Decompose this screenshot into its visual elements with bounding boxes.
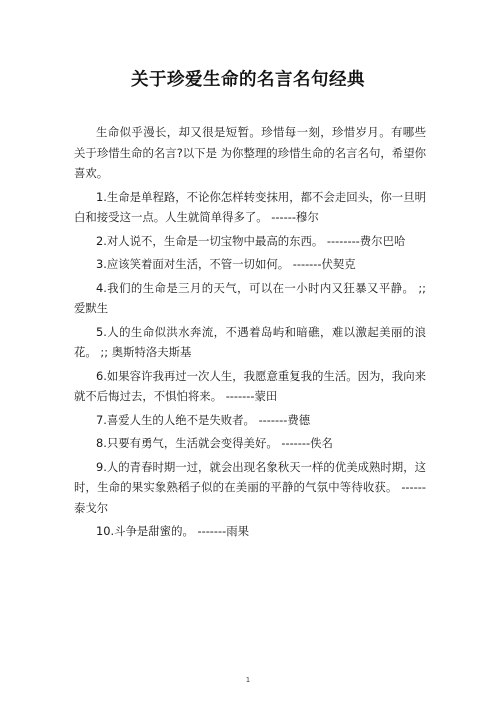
- quote-6: 6.如果容许我再过一次人生，我愿意重复我的生活。因为，我向来就不后悔过去，不惧怕将来。 -------蒙田: [74, 368, 426, 403]
- quote-1: 1.生命是单程路，不论你怎样转变抹用，都不会走回头，你一旦明白和接受这一点。人生就简单得多了。 ------穆尔: [74, 189, 426, 224]
- quote-9: 9.人的青春时期一过，就会出现名象秋天一样的优美成熟时期，这时，生命的果实象熟稻子似的在美丽的平静的气氛中等待收获。 ------泰戈尔: [74, 459, 426, 515]
- quote-10: 10.斗争是甜蜜的。 -------雨果: [96, 524, 250, 538]
- quote-4: 4.我们的生命是三月的天气，可以在一小时内又狂暴又平静。 ;; 爱默生: [74, 280, 426, 315]
- quote-7: 7.喜爱人生的人绝不是失败者。 -------费德: [96, 412, 311, 427]
- document-body: [74, 122, 426, 545]
- quote-2: 2.对人说不，生命是一切宝物中最高的东西。 --------费尔巴哈: [96, 233, 406, 248]
- quote-3: 3.应该笑着面对生活，不管一切如何。 -------伏契克: [96, 257, 356, 271]
- document-title: 关于珍爱生命的名言名句经典: [131, 70, 365, 90]
- intro-paragraph: 生命似乎漫长，却又很是短暂。珍惜每一刻，珍惜岁月。有哪些关于珍惜生命的名言?以下是 为你整理的珍惜生命的名言名句，希望你喜欢。: [74, 125, 426, 180]
- quote-5: 5.人的生命似洪水奔流，不遇着岛屿和暗礁，难以激起美丽的浪花。 ;; 奥斯特洛夫斯基: [74, 324, 426, 359]
- quote-8: 8.只要有勇气，生活就会变得美好。 -------佚名: [96, 436, 333, 450]
- page-number: 1: [245, 676, 251, 684]
